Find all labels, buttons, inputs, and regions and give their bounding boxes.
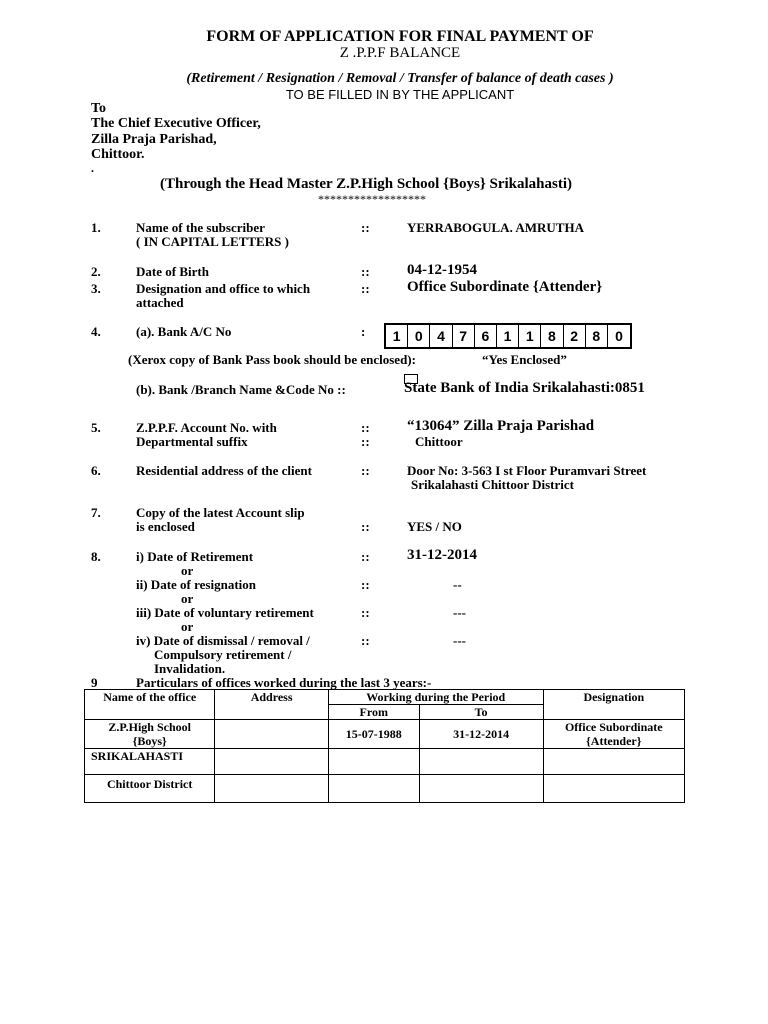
resignation-sep: :: — [361, 577, 370, 592]
field5-num: 5. — [91, 420, 101, 435]
field1-sep: :: — [361, 220, 370, 235]
account-digit: 2 — [564, 325, 586, 347]
field4a-label: (a). Bank A/C No — [136, 324, 232, 339]
table-row2-from — [328, 749, 419, 775]
header-from: From — [328, 705, 419, 720]
field7-label: Copy of the latest Account slip — [136, 505, 305, 520]
table-row2-designation — [543, 749, 684, 775]
row1-designation-line1: Office Subordinate — [564, 720, 663, 734]
table-row2-office: SRIKALAHASTI — [85, 749, 215, 775]
offices-worked-table — [84, 689, 685, 803]
field3-label: Designation and office to which — [136, 281, 311, 296]
designation-value: Office Subordinate {Attender} — [407, 279, 603, 295]
header-address: Address — [215, 690, 329, 720]
field4b-label: (b). Bank /Branch Name &Code No :: — [136, 382, 346, 397]
field9-label: Particulars of offices worked during the last 3 years:- — [136, 675, 432, 690]
or-2: or — [181, 591, 194, 606]
field2-num: 2. — [91, 264, 101, 279]
field5-label: Z.P.P.F. Account No. with — [136, 420, 277, 435]
resignation-value: -- — [453, 577, 462, 592]
account-digit: 8 — [541, 325, 563, 347]
table-row3-to — [419, 775, 543, 803]
table-row1-office — [85, 720, 215, 749]
address-line2: Zilla Praja Parishad, — [91, 132, 217, 147]
field3-label2: attached — [136, 295, 184, 310]
field6-num: 6. — [91, 463, 101, 478]
field7-num: 7. — [91, 505, 101, 520]
header-working-period: Working during the Period — [328, 690, 543, 705]
header-designation: Designation — [543, 690, 684, 720]
dismissal-label2: Compulsory retirement / — [154, 647, 292, 662]
account-digit: 0 — [408, 325, 430, 347]
field7-label2: is enclosed — [136, 519, 195, 534]
residential-address-value2: Srikalahasti Chittoor District — [411, 477, 574, 492]
account-digit: 1 — [497, 325, 519, 347]
table-row3-designation — [543, 775, 684, 803]
account-digit: 1 — [386, 325, 408, 347]
dismissal-sep: :: — [361, 633, 370, 648]
field2-sep: :: — [361, 264, 370, 279]
field6-label: Residential address of the client — [136, 463, 312, 478]
voluntary-retirement-sep: :: — [361, 605, 370, 620]
retirement-sep: :: — [361, 549, 370, 564]
header-to: To — [419, 705, 543, 720]
address-dot: . — [91, 161, 94, 175]
voluntary-retirement-label: iii) Date of voluntary retirement — [136, 605, 314, 620]
address-line3: Chittoor. — [91, 147, 145, 162]
row1-designation-line2: {Attender} — [586, 734, 642, 748]
field1-num: 1. — [91, 220, 101, 235]
stars-separator: ****************** — [318, 192, 426, 206]
passbook-note-value: “Yes Enclosed” — [482, 352, 567, 367]
field4-num: 4. — [91, 324, 101, 339]
subscriber-name-value: YERRABOGULA. AMRUTHA — [407, 220, 584, 235]
account-digit: 7 — [453, 325, 475, 347]
dob-value: 04-12-1954 — [407, 262, 477, 278]
account-digit: 6 — [475, 325, 497, 347]
row1-office-line2: {Boys} — [132, 734, 167, 748]
header-office: Name of the office — [85, 690, 215, 720]
table-row3-from — [328, 775, 419, 803]
field9-num: 9 — [91, 675, 98, 690]
account-digit: 8 — [586, 325, 608, 347]
zppf-account-value2: Chittoor — [415, 434, 463, 449]
field6-sep: :: — [361, 463, 370, 478]
address-to: To — [91, 101, 107, 116]
field1-label2: ( IN CAPITAL LETTERS ) — [136, 234, 289, 249]
retirement-label: i) Date of Retirement — [136, 549, 254, 564]
table-row2-address — [215, 749, 329, 775]
table-row1-to: 31-12-2014 — [419, 720, 543, 749]
field7-sep: :: — [361, 519, 370, 534]
table-row3-office: Chittoor District — [85, 775, 215, 803]
passbook-note-label: (Xerox copy of Bank Pass book should be enclosed): — [128, 352, 416, 367]
or-3: or — [181, 619, 194, 634]
account-slip-value: YES / NO — [407, 519, 462, 534]
table-row3-address — [215, 775, 329, 803]
dismissal-label: iv) Date of dismissal / removal / — [136, 633, 310, 648]
retirement-date-value: 31-12-2014 — [407, 547, 477, 563]
field1-label: Name of the subscriber — [136, 220, 265, 235]
form-subtitle: (Retirement / Resignation / Removal / Transfer of balance of death cases ) — [186, 71, 614, 86]
voluntary-retirement-value: --- — [453, 605, 466, 620]
table-row1-address — [215, 720, 329, 749]
account-digit: 1 — [519, 325, 541, 347]
field3-sep: :: — [361, 281, 370, 296]
dismissal-label3: Invalidation. — [154, 661, 226, 676]
resignation-label: ii) Date of resignation — [136, 577, 256, 592]
bank-branch-value: State Bank of India Srikalahasti:0851 — [404, 380, 645, 396]
dismissal-value: --- — [453, 633, 466, 648]
account-digit: 0 — [615, 328, 623, 344]
residential-address-value: Door No: 3-563 I st Floor Puramvari Street — [407, 463, 647, 478]
field5-sep2: :: — [361, 434, 370, 449]
field4a-sep: : — [361, 324, 366, 339]
table-row2-to — [419, 749, 543, 775]
through-line: (Through the Head Master Z.P.High School {Boys} Srikalahasti) — [160, 176, 573, 192]
or-1: or — [181, 563, 194, 578]
field5-sep: :: — [361, 420, 370, 435]
field2-label: Date of Birth — [136, 264, 209, 279]
table-row1-from: 15-07-1988 — [328, 720, 419, 749]
table-row1-designation — [543, 720, 684, 749]
field3-num: 3. — [91, 281, 101, 296]
zppf-account-value: “13064” Zilla Praja Parishad — [407, 418, 595, 434]
field5-label2: Departmental suffix — [136, 434, 248, 449]
row1-office-line1: Z.P.High School — [108, 720, 191, 734]
address-line1: The Chief Executive Officer, — [91, 116, 261, 131]
account-digit: 4 — [430, 325, 452, 347]
form-title-line1: FORM OF APPLICATION FOR FINAL PAYMENT OF — [206, 28, 594, 45]
field8-num: 8. — [91, 549, 101, 564]
bank-account-digit-boxes — [384, 323, 632, 349]
form-instruction: TO BE FILLED IN BY THE APPLICANT — [285, 87, 515, 102]
form-title-line2: Z .P.P.F BALANCE — [339, 45, 461, 61]
